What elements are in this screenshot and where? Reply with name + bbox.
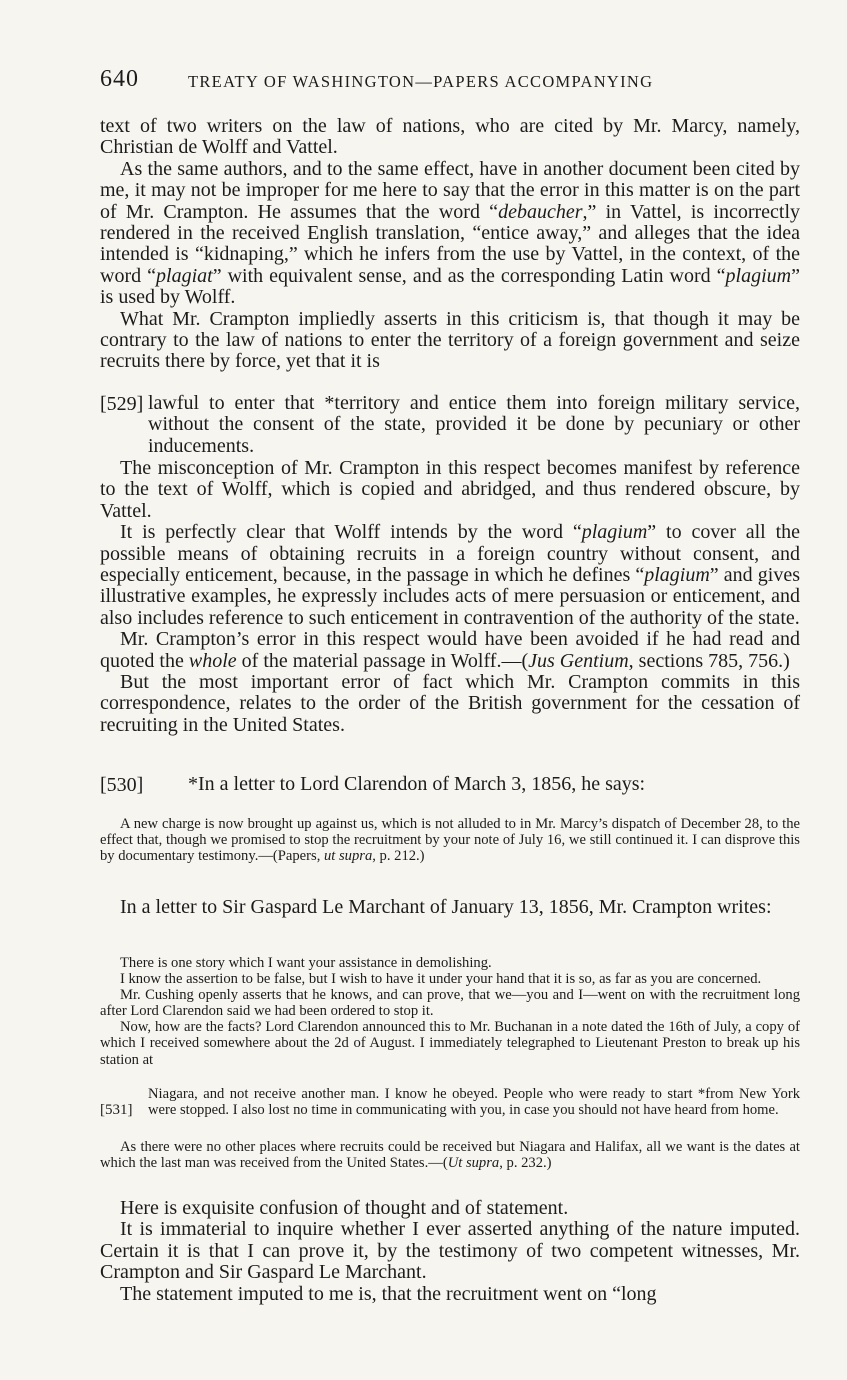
paragraph: What Mr. Crampton impliedly asserts in this criticism is, that though it may be contrary to the law of nations to enter the territory of a foreign government and seize recruits there by force, yet that it is [100, 307, 800, 373]
quote-paragraph: There is one story which I want your assistance in demolishing. [120, 955, 492, 971]
block-quote-3 [100, 1139, 800, 1171]
margin-marker-530: [530] [100, 774, 144, 796]
quote-paragraph: A new charge is now brought up against us, which is not alluded to in Mr. Marcy’s dispatch of December 28, to the effect that, though we promised to stop the recruitment by your note of July 16, we still continued it. I can disprove this by documentary testimony.—(Papers, ut supra, p. 212.) [100, 816, 800, 865]
paragraph: *In a letter to Lord Clarendon of March 3, 1856, he says: [188, 773, 646, 795]
body-text-3 [100, 897, 800, 918]
paragraph: In a letter to Sir Gaspard Le Marchant of January 13, 1856, Mr. Crampton writes: [120, 896, 772, 918]
paragraph: lawful to enter that *territory and entice them into foreign military service, without the consent of the state, provided it be done by pecuniary or other inducements. [148, 392, 800, 457]
paragraph: The misconception of Mr. Crampton in this respect becomes manifest by reference to the text of Wolff, which is copied and abridged, and thus rendered obscure, by Vattel. [100, 457, 800, 522]
paragraph: But the most important error of fact which Mr. Crampton commits in this correspondence, relates to the order of the British government for the cessation of recruiting in the United States. [100, 671, 800, 736]
body-text-2 [100, 458, 800, 736]
paragraph: As the same authors, and to the same effect, have in another document been cited by me, it may not be improper for me here to say that the error in this matter is on the part of Mr. Crampton. He assumes that the word “debaucher,” in Vattel, is incorrectly rendered in the received English translation, “entice away,” and alleges that the idea intended is “kidnaping,” which he infers from the use by Vattel, in the context, of the word “plagiat” with equivalent sense, and as the corresponding Latin word “plagium” is used by Wolff. [100, 157, 801, 309]
block-quote-1 [100, 816, 800, 864]
body-text-529 [148, 393, 800, 457]
page-number: 640 [100, 66, 139, 92]
paragraph: Mr. Crampton’s error in this respect would have been avoided if he had read and quoted the whole of the material passage in Wolff.—(Jus Gentium, sections 785, 756.) [100, 628, 800, 672]
paragraph: It is perfectly clear that Wolff intends by the word “plagium” to cover all the possible means of obtaining recruits in a foreign country without consent, and especially enticement, because, in the passage in which he defines “plagium” and gives illustrative examples, he expressly includes acts of mere persuasion or enticement, and also includes reference to such enticement in contravention of the authority of the state. [100, 521, 801, 629]
body-text-530 [188, 774, 800, 795]
paragraph: It is immaterial to inquire whether I ever asserted anything of the nature imputed. Certain it is that I can prove it, by the testimony of two competent witnesses, Mr. Crampton and Sir Gaspard Le Marchant. [100, 1218, 800, 1284]
quote-paragraph: I know the assertion to be false, but I wish to have it under your hand that it is so, as far as you are concerned. [120, 971, 762, 988]
body-text-1 [100, 116, 800, 373]
quote-paragraph: Mr. Cushing openly asserts that he knows, and can prove, that we—you and I—went on with the recruitment long after Lord Clarendon said we had been ordered to stop it. [100, 987, 800, 1020]
block-quote-531 [148, 1086, 800, 1118]
quote-paragraph: Now, how are the facts? Lord Clarendon announced this to Mr. Buchanan in a note dated the 16th of July, a copy of which I received somewhere about the 2d of August. I immediately telegraphed to Lieutenant Preston to break up his station at [100, 1019, 800, 1068]
body-text-4 [100, 1198, 800, 1305]
margin-marker-529: [529] [100, 393, 144, 415]
paragraph: text of two writers on the law of nations, who are cited by Mr. Marcy, namely, Christian de Wolff and Vattel. [100, 115, 800, 159]
quote-paragraph: As there were no other places where recruits could be received but Niagara and Halifax, all we want is the dates at which the last man was received from the United States.—(Ut supra, p. 232.) [100, 1139, 800, 1172]
block-quote-2 [100, 955, 800, 1068]
running-head: TREATY OF WASHINGTON—PAPERS ACCOMPANYING [188, 72, 654, 91]
paragraph: The statement imputed to me is, that the recruitment went on “long [120, 1282, 657, 1305]
page-header [100, 66, 800, 94]
paragraph: Here is exquisite confusion of thought and of statement. [120, 1197, 569, 1219]
margin-marker-531: [531] [100, 1102, 133, 1118]
quote-paragraph: Niagara, and not receive another man. I know he obeyed. People who were ready to start *from New York were stopped. I also lost no time in communicating with you, in case you should not have heard from home. [148, 1086, 800, 1119]
